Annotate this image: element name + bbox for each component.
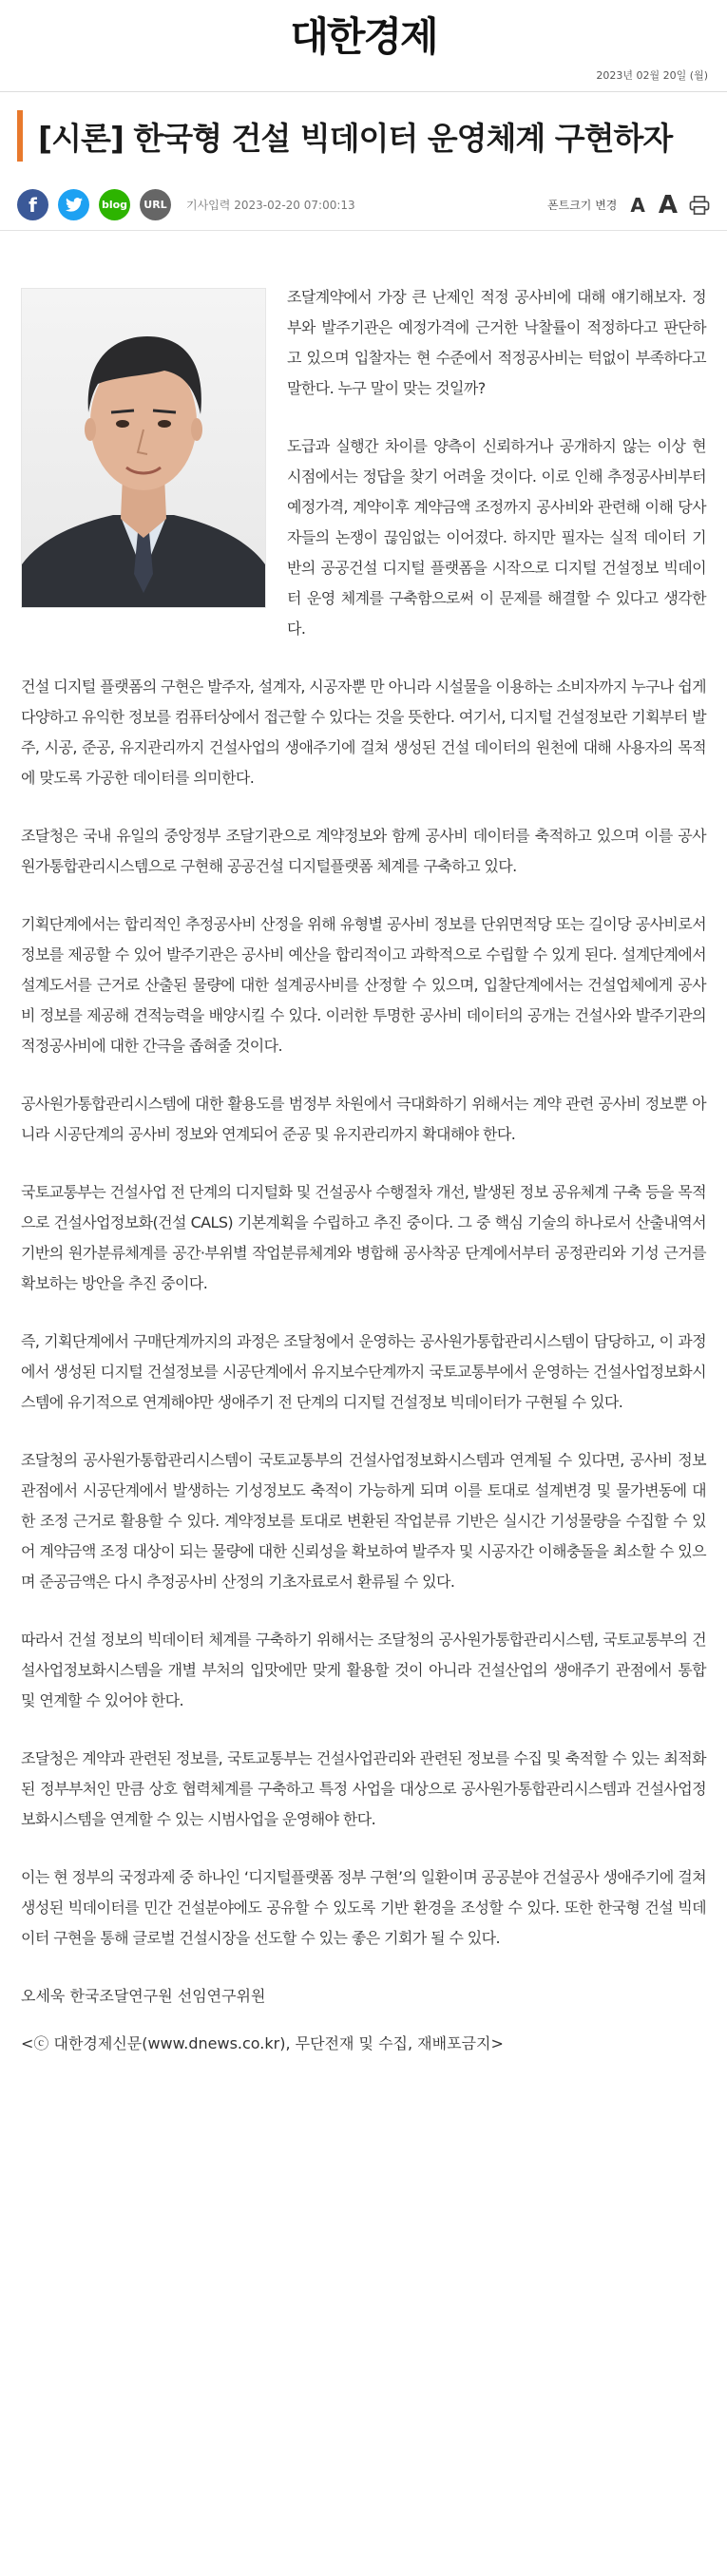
twitter-bird-icon bbox=[66, 198, 83, 212]
article-body bbox=[0, 231, 727, 2059]
url-icon[interactable] bbox=[140, 189, 171, 220]
paragraph: 즉, 기획단계에서 구매단계까지의 과정은 조달청에서 운영하는 공사원가통합관리시스템이 담당하고, 이 과정에서 생성된 디지털 건설정보를 시공단계에서 유지보수단계까지 국토교통부에서 운영하는 건설사업정보화시스템에 유기적으로 연계해야만 생애주기 전 단계의 디지털 건설정보 빅데이터가 구현될 수 있다. bbox=[21, 1332, 706, 1411]
paragraph: 따라서 건설 정보의 빅데이터 체계를 구축하기 위해서는 조달청의 공사원가통합관리시스템, 국토교통부의 건설사업정보화시스템을 개별 부처의 입맛에만 맞게 활용할 것이 아니라 건설산업의 생애주기 관점에서 통합 및 연계할 수 있어야 한다. bbox=[21, 1631, 706, 1709]
url-label: URL bbox=[143, 199, 167, 211]
paragraph: 조달청은 계약과 관련된 정보를, 국토교통부는 건설사업관리와 관련된 정보를 수집 및 축적할 수 있는 최적화된 정부부처인 만큼 상호 협력체계를 구축하고 특정 사업을 대상으로 공사원가통합관리시스템과 건설사업정보화시스템을 연계할 수 있는 시범사업을 운영해야 한다. bbox=[21, 1749, 706, 1828]
article-tools bbox=[547, 191, 710, 219]
paragraph: 건설 디지털 플랫폼의 구현은 발주자, 설계자, 시공자뿐 만 아니라 시설물을 이용하는 소비자까지 누구나 쉽게 다양하고 유익한 정보를 컴퓨터상에서 접근할 수 있다는 것을 뜻한다. 여기서, 디지털 건설정보란 기획부터 발주, 시공, 준공, 유지관리까지 건설사업의 생애주기에 걸쳐 생성된 건설 데이터의 원천에 대해 사용자의 목적에 맞도록 가공한 데이터를 의미한다. bbox=[21, 677, 706, 787]
published-info bbox=[186, 197, 355, 213]
paragraph: 조달청의 공사원가통합관리시스템이 국토교통부의 건설사업정보화시스템과 연계될 수 있다면, 공사비 정보관점에서 시공단계에서 발생하는 기성정보도 축적이 가능하게 되며 이를 토대로 설계변경 및 물가변동에 대한 조정 근거로 활용할 수 있다. 계약정보를 토대로 변환된 작업분류 기반은 실시간 기성물량을 수집할 수 있어 계약금액 조정 대상이 되는 물량에 대한 신뢰성을 확보하여 발주자 및 시공자간 이해충돌을 최소할 수 있으며 준공금액은 다시 추정공사비 산정의 기초자료로서 환류될 수 있다. bbox=[21, 1451, 706, 1591]
paragraph: 국토교통부는 건설사업 전 단계의 디지털화 및 건설공사 수행절차 개선, 발생된 정보 공유체계 구축 등을 목적으로 건설사업정보화(건설 CALS) 기본계획을 수립하고 추진 중이다. 그 중 핵심 기술의 하나로서 산출내역서 기반의 원가분류체계를 공간·부위별 작업분류체계와 병합해 공사착공 단계에서부터 공정관리와 기성 근거를 확보하는 방안을 추진 중이다. bbox=[21, 1183, 706, 1292]
paragraph: 공사원가통합관리시스템에 대한 활용도를 범정부 차원에서 극대화하기 위해서는 계약 관련 공사비 정보뿐 아니라 시공단계의 공사비 정보와 연계되어 준공 및 유지관리까지 확대해야 한다. bbox=[21, 1095, 706, 1143]
published-label: 기사입력 bbox=[186, 199, 231, 212]
paragraph: 기획단계에서는 합리적인 추정공사비 산정을 위해 유형별 공사비 정보를 단위면적당 또는 길이당 공사비로서 정보를 제공할 수 있어 발주기관은 공사비 예산을 합리적이고 과학적으로 수립할 수 있게 된다. 설계단계에서 설계도서를 근거로 산출된 물량에 대한 설계공사비를 산정할 수 있으며, 입찰단계에서는 건설업체에게 공사비 정보를 제공해 견적능력을 배양시킬 수 있다. 이러한 투명한 공사비 데이터의 공개는 건설사와 발주기관의 적정공사비에 대한 간극을 좁혀줄 것이다. bbox=[21, 915, 706, 1055]
headline-row bbox=[0, 92, 727, 180]
author-photo bbox=[21, 288, 266, 608]
paragraph: 조달청은 국내 유일의 중앙정부 조달기관으로 계약정보와 함께 공사비 데이터를 축적하고 있으며 이를 공사원가통합관리시스템으로 구현해 공공건설 디지털플랫폼 체계를 구축하고 있다. bbox=[21, 827, 706, 875]
font-decrease-button[interactable]: A bbox=[630, 193, 645, 217]
share-toolbar bbox=[0, 180, 727, 231]
site-logo[interactable]: 대한경제 bbox=[290, 13, 437, 60]
paragraph: 이는 현 정부의 국정과제 중 하나인 ‘디지털플랫폼 정부 구현’의 일환이며 공공분야 건설공사 생애주기에 걸쳐 생성된 빅데이터를 민간 건설분야에도 공유할 수 있도록 기반 환경을 조성할 수 있다. 또한 한국형 건설 빅데이터 구현을 통해 글로벌 건설시장을 선도할 수 있는 좋은 기회가 될 수 있다. bbox=[21, 1868, 706, 1947]
blog-label: blog bbox=[101, 199, 128, 211]
paragraph: 도급과 실행간 차이를 양측이 신뢰하거나 공개하지 않는 이상 현 시점에서는 정답을 찾기 어려울 것이다. 이로 인해 추정공사비부터 예정가격, 계약이후 계약금액 조정까지 공사비와 관련해 이해 당사자들의 논쟁이 끊임없는 이어졌다. 하지만 필자는 실적 데이터 기반의 공공건설 디지털 플랫폼을 시작으로 디지털 건설정보 빅데이터 운영 체계를 구축함으로써 이 문제를 해결할 수 있다고 생각한다. bbox=[287, 437, 706, 638]
twitter-icon[interactable] bbox=[58, 189, 89, 220]
header-date: 2023년 02월 20일 (월) bbox=[596, 69, 708, 82]
print-icon[interactable] bbox=[689, 196, 710, 215]
blog-icon[interactable] bbox=[99, 189, 130, 220]
font-increase-button[interactable]: A bbox=[658, 190, 678, 219]
published-datetime: 2023-02-20 07:00:13 bbox=[234, 199, 355, 212]
article-title: [시론] 한국형 건설 빅데이터 운영체계 구현하자 bbox=[38, 119, 673, 157]
author-portrait-image bbox=[22, 289, 265, 607]
paragraph: 조달계약에서 가장 큰 난제인 적정 공사비에 대해 얘기해보자. 정부와 발주기관은 예정가격에 근거한 낙찰률이 적정하다고 판단하고 있으며 입찰자는 현 수준에서 적정공사비는 턱없이 부족하다고 말한다. 누구 말이 맞는 것일까? bbox=[287, 288, 706, 397]
copyright-notice: <ⓒ 대한경제신문(www.dnews.co.kr), 무단전재 및 수집, 재배포금지> bbox=[21, 2034, 504, 2052]
facebook-label: f bbox=[29, 193, 37, 217]
masthead bbox=[0, 0, 727, 59]
font-size-label: 폰트크기 변경 bbox=[547, 199, 618, 212]
headline-accent-bar bbox=[17, 110, 23, 162]
author-byline: 오세욱 한국조달연구원 선임연구위원 bbox=[21, 1987, 266, 2005]
facebook-icon[interactable] bbox=[17, 189, 48, 220]
